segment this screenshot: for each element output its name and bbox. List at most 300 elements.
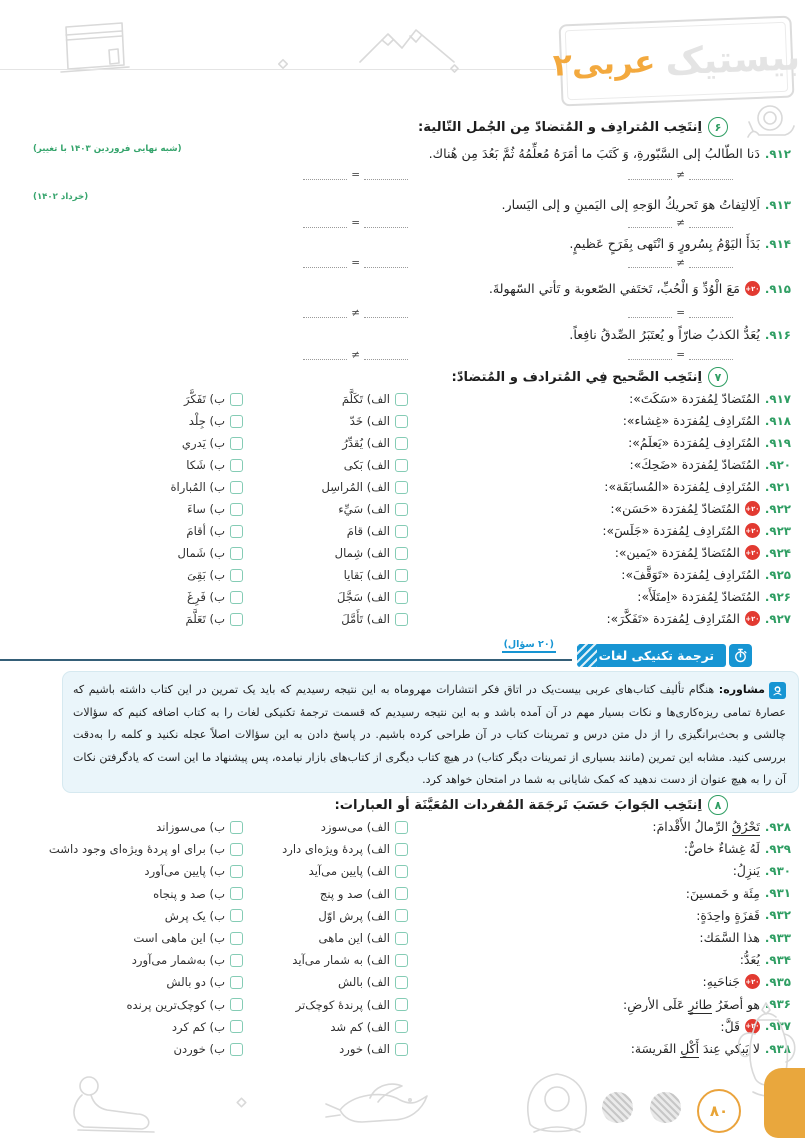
answer-option [339, 1042, 408, 1056]
answer-option [144, 864, 243, 878]
question-text-segment: لا یَبكي عِندَ [699, 1041, 760, 1056]
kaaba-sketch-icon [52, 13, 138, 75]
section-title: ترجمة تکنیکی لغات [577, 644, 726, 667]
plus20-badge: +۲۰ [745, 974, 760, 989]
answer-option [342, 436, 408, 450]
checkbox[interactable] [230, 932, 243, 945]
answer-option [347, 524, 408, 538]
answer-blank[interactable] [628, 308, 672, 318]
answer-pair-right [628, 258, 733, 268]
question-text: المُتَضادّ لِمُفرَدة «ضَحِكَ»: [629, 457, 760, 472]
option-label: الف) پایین می‌آید [308, 864, 390, 879]
answer-option [350, 414, 408, 428]
question-text: المُتَرادِف لِمُفرَدة «تَوَقَّفَ»: [621, 567, 760, 582]
q8-question-row [686, 886, 791, 901]
underlined-word: تَحْرُقُ [732, 819, 760, 834]
mountains-sketch-icon [358, 28, 468, 65]
question-text-segment: عَلَی الأرضِ: [623, 996, 689, 1012]
checkbox[interactable] [230, 865, 243, 878]
q6-sentence-row [502, 197, 791, 212]
question-text [740, 952, 760, 967]
question-number: ۹۲۵. [764, 567, 791, 582]
underlined-word: طائرٍ [688, 996, 713, 1012]
question-number: ۹۲۸. [764, 819, 791, 834]
q6-sentence-row [429, 146, 791, 161]
answer-pair-left [303, 308, 408, 318]
option-label: الف) تَأَمَّلَ [341, 612, 390, 626]
section-rule [0, 659, 572, 661]
answer-blank[interactable] [689, 350, 733, 360]
q7-title: اِنتَخِب الصَّحیح فِي المُترادف و المُتضادّ: [451, 369, 702, 385]
checkbox[interactable] [230, 1043, 243, 1056]
answer-option [344, 458, 408, 472]
answer-option [186, 524, 243, 538]
q7-number-circle: ۷ [708, 367, 728, 387]
checkbox[interactable] [230, 887, 243, 900]
question-number: ۹۲۴. [764, 545, 791, 560]
checkbox[interactable] [395, 393, 408, 406]
checkbox[interactable] [395, 821, 408, 834]
answer-blank[interactable] [364, 170, 408, 180]
diamond-icon [276, 57, 290, 71]
stopwatch-icon [729, 644, 752, 667]
answer-option [156, 820, 243, 834]
question-number: ۹۳۳. [764, 930, 791, 945]
advice-box [62, 671, 799, 793]
page-number: ۸۰ [697, 1089, 741, 1133]
checkbox[interactable] [230, 1020, 243, 1033]
decorative-circle [602, 1092, 633, 1123]
exam-source-note: (خرداد ۱۴۰۲) [33, 192, 89, 202]
plus20-badge: +۲۰ [745, 523, 760, 538]
answer-blank[interactable] [689, 218, 733, 228]
question-text-segment: یُعَدُّ: [739, 952, 760, 968]
option-label: ب) به‌شمار می‌آورد [131, 953, 225, 968]
question-text [696, 908, 760, 923]
checkbox[interactable] [230, 843, 243, 856]
option-label: الف) شِمال [334, 546, 390, 560]
answer-option [344, 568, 408, 582]
answer-blank[interactable] [303, 350, 347, 360]
q7-question-row [610, 501, 791, 516]
q8-question-row [684, 841, 791, 856]
question-count-badge: (۲۰ سؤال) [502, 639, 556, 653]
question-number: ۹۲۶. [764, 589, 791, 604]
question-number: ۹۳۵. [764, 974, 791, 989]
antonym-symbol: ≠ [676, 217, 685, 229]
question-number: ۹۳۴. [764, 952, 791, 967]
answer-pair-left [303, 170, 408, 180]
synonym-symbol: = [676, 349, 685, 361]
option-label: الف) به شمار می‌آید [292, 953, 390, 968]
question-text-segment: جَناحَیهِ: [702, 974, 740, 990]
option-label: الف) کم شد [330, 1019, 390, 1034]
checkbox[interactable] [395, 415, 408, 428]
question-number: ۹۳۸. [764, 1041, 791, 1056]
answer-blank[interactable] [303, 258, 347, 268]
answer-option [318, 909, 408, 923]
decorative-circle [650, 1092, 681, 1123]
option-label: ب) یَدري [181, 436, 225, 450]
checkbox[interactable] [395, 1020, 408, 1033]
question-number: ۹۱۸. [764, 413, 791, 428]
checkbox[interactable] [230, 547, 243, 560]
question-text-segment: الرِّمالُ الأَقْدامَ: [652, 819, 732, 834]
question-number: ۹۱۳. [764, 197, 791, 212]
checkbox[interactable] [395, 569, 408, 582]
antonym-symbol: ≠ [351, 349, 360, 361]
answer-option [173, 1042, 243, 1056]
option-label: الف) پرندۀ کوچک‌تر [295, 997, 390, 1012]
antonym-symbol: ≠ [676, 257, 685, 269]
answer-option [309, 864, 408, 878]
question-text [686, 886, 760, 901]
question-number: ۹۱۷. [764, 391, 791, 406]
question-text-segment: هذا السَّمَك: [699, 930, 760, 945]
answer-option [186, 458, 243, 472]
question-number: ۹۳۷. [764, 1019, 791, 1034]
checkbox[interactable] [230, 437, 243, 450]
checkbox[interactable] [395, 887, 408, 900]
answer-option [178, 546, 244, 560]
question-text: المُتَرادِف لِمُفرَدة «جَلَسَ»: [602, 523, 740, 538]
option-label: الف) بالش [337, 975, 390, 990]
diamond-icon [449, 63, 460, 74]
antonym-symbol: ≠ [351, 307, 360, 319]
brand-logo [552, 16, 801, 107]
plus20-badge: +۲۰ [745, 611, 760, 626]
option-label: ب) المُباراة [170, 480, 225, 494]
option-label: الف) پرش اوّل [318, 908, 390, 923]
q7-question-row [628, 435, 791, 450]
answer-option [153, 887, 243, 901]
plus20-badge: +۲۰ [745, 281, 760, 296]
question-number: ۹۲۹. [764, 841, 791, 856]
q7-question-row [637, 589, 791, 604]
answer-blank[interactable] [689, 308, 733, 318]
q8-number-circle: ۸ [708, 795, 728, 815]
q6-title: اِنتَخِب المُترادِف و المُتضادّ مِن الجُمل التّالیة: [417, 119, 702, 135]
question-text-segment: هو أصغَرُ [712, 996, 760, 1012]
checkbox[interactable] [230, 591, 243, 604]
answer-pair-left [303, 350, 408, 360]
page-edge-tab [764, 1068, 805, 1138]
checkbox[interactable] [395, 932, 408, 945]
question-text [733, 863, 760, 878]
question-text-segment: یَنزِلُ: [732, 863, 760, 879]
q7-question-row [621, 567, 791, 582]
checkbox[interactable] [395, 976, 408, 989]
option-label: ب) خوردن [173, 1042, 225, 1056]
answer-option [338, 975, 408, 989]
question-text-segment: الفَریسَة: [630, 1041, 681, 1056]
option-label: ب) دو بالش [166, 975, 225, 990]
q6-sentence-row [489, 281, 791, 296]
answer-option [187, 568, 243, 582]
option-label: ب) صد و پنجاه [153, 886, 225, 901]
synonym-symbol: = [351, 169, 360, 181]
answer-option [189, 414, 243, 428]
option-label: الف) این ماهی [318, 931, 390, 945]
answer-blank[interactable] [303, 218, 347, 228]
q7-question-row [606, 611, 791, 626]
option-label: ب) ساءَ [187, 502, 225, 516]
synonym-symbol: = [676, 307, 685, 319]
question-number: ۹۳۱. [764, 886, 791, 901]
answer-option [319, 931, 408, 945]
q7-header [452, 367, 729, 387]
dove-sketch-icon [322, 1076, 435, 1134]
option-label: ب) بَقِیَ [187, 568, 225, 582]
checkbox[interactable] [230, 459, 243, 472]
checkbox[interactable] [395, 503, 408, 516]
answer-option [126, 998, 243, 1012]
question-text: المُتَرادِف لِمُفرَدة «المُسابَقَة»: [604, 479, 760, 494]
answer-option [182, 436, 243, 450]
underlined-word: أَكْلِ [680, 1041, 700, 1056]
plus20-badge: +۲۰ [745, 545, 760, 560]
checkbox[interactable] [230, 613, 243, 626]
q8-question-row [733, 863, 791, 878]
option-label: الف) سَيِّء [338, 502, 390, 516]
checkbox[interactable] [395, 613, 408, 626]
option-label: ب) تَفَكَّرَ [183, 392, 225, 406]
checkbox[interactable] [395, 547, 408, 560]
answer-pair-left [303, 218, 408, 228]
checkbox[interactable] [395, 998, 408, 1011]
checkbox[interactable] [230, 569, 243, 582]
synonym-symbol: = [351, 217, 360, 229]
option-label: الف) قامَ [346, 524, 390, 538]
option-label: ب) کوچک‌ترین پرنده [126, 997, 225, 1012]
option-label: ب) أقامَ [186, 524, 225, 538]
q8-question-row [703, 974, 791, 989]
question-number: ۹۲۰. [764, 457, 791, 472]
answer-option [133, 931, 243, 945]
q8-header [334, 795, 728, 815]
question-text: بَدَأَ الیَوْمُ بِسُرورٍ وَ انْتَهی بِفَرَحٍ عَظیمٍ. [569, 236, 760, 251]
question-number: ۹۱۶. [764, 327, 791, 342]
answer-option [165, 909, 243, 923]
question-text-segment: لَهُ غِشاءٌ خاصٌّ: [683, 841, 760, 857]
advice-text: هنگام تألیف کتاب‌های عربی بیست‌یک در اتاق فکر انتشارات مهروماه به این نتیجه رسیدیم که باید یک تمرین در این کتاب داشته باشیم که عصارۀ تمامی ریزه‌کاری‌ها و نکات بسیار مهم در آن آمده باشد و به این نتیجه رسیدیم که قسمت ترجمۀ تکنیکی لغات را به کتاب اضافه کنیم که سؤالات چالشی و بحث‌برانگیزی را از دل متن درس و تمرینات کتاب در آن طراحی کرده باشیم. در پاسخ دادن به این سؤالات اصلاً عجله نکنید و کلمه را به‌دقت بررسی کنید. مشابه این تمرین (مانند بسیاری از تمرینات دیگر کتاب) در هیچ کتاب دیگری از کتاب‌های بازار نیامده، پس پیشنهاد ما این است که یادگرفتن نکات آن را به هیچ عنوان از دست ندهید که کمک شایانی به شما در امتحان خواهد کرد. [73, 683, 786, 787]
q6-number-circle: ۶ [708, 117, 728, 137]
checkbox[interactable] [230, 954, 243, 967]
option-label: ب) تَعَلَّمَ [185, 612, 225, 626]
option-label: الف) خَدّ [349, 414, 390, 428]
question-text: المُتَرادِف لِمُفرَدة «یَعلَمُ»: [628, 435, 760, 450]
question-text: المُتَضادّ لِمُفرَدة «یَمین»: [614, 545, 740, 560]
question-number: ۹۲۷. [764, 611, 791, 626]
option-label: الف) خورد [339, 1042, 390, 1056]
answer-option [341, 612, 408, 626]
checkbox[interactable] [230, 998, 243, 1011]
option-label: ب) یک پرش [164, 908, 225, 923]
option-label: ب) شَكا [186, 458, 225, 472]
q7-question-row [604, 479, 791, 494]
option-label: ب) شَمال [177, 546, 225, 560]
option-label: الف) پردۀ ویژه‌ای دارد [282, 842, 390, 857]
checkbox[interactable] [395, 459, 408, 472]
answer-blank[interactable] [628, 258, 672, 268]
question-text: یُعَدُّ الكذبُ ضارّاً و یُعتَبَرُ الصِّدقُ نافِعاً. [569, 327, 760, 342]
answer-option [172, 1020, 243, 1034]
antonym-symbol: ≠ [676, 169, 685, 181]
answer-option [170, 480, 243, 494]
brand-name: بیستیک [664, 34, 801, 83]
question-number: ۹۱۹. [764, 435, 791, 450]
checkbox[interactable] [395, 437, 408, 450]
answer-option [166, 975, 243, 989]
woman-hijab-sketch-icon [510, 1068, 606, 1138]
question-number: ۹۱۲. [764, 146, 791, 161]
answer-pair-right [628, 308, 733, 318]
checkbox[interactable] [395, 525, 408, 538]
q6-sentence-row [569, 327, 791, 342]
answer-blank[interactable] [364, 218, 408, 228]
answer-blank[interactable] [628, 170, 672, 180]
q8-title: اِنتَخِب الجَوابَ حَسَبَ تَرجَمَة المُفردات المُعَیَّنَة أو العبارات: [334, 797, 702, 813]
answer-option [321, 480, 408, 494]
question-number: ۹۳۶. [764, 997, 791, 1012]
answer-blank[interactable] [364, 308, 408, 318]
answer-option [330, 1020, 408, 1034]
synonym-symbol: = [351, 257, 360, 269]
option-label: ب) این ماهی است [133, 931, 225, 945]
answer-pair-right [628, 218, 733, 228]
checkbox[interactable] [395, 843, 408, 856]
answer-option [132, 953, 243, 967]
option-label: ب) پایین می‌آورد [144, 864, 225, 879]
answer-option [292, 953, 408, 967]
answer-option [296, 998, 408, 1012]
answer-option [338, 502, 408, 516]
question-text [652, 819, 759, 834]
snail-sketch-icon [740, 96, 797, 143]
q7-question-row [629, 391, 791, 406]
option-label: الف) سَجَّلَ [337, 590, 390, 604]
answer-blank[interactable] [628, 218, 672, 228]
checkbox[interactable] [230, 393, 243, 406]
answer-option [184, 392, 243, 406]
answer-pair-right [628, 350, 733, 360]
question-text: المُتَرادِف لِمُفرَدة «تَفَكَّرَ»: [606, 611, 740, 626]
question-number: ۹۳۰. [764, 863, 791, 878]
answer-blank[interactable] [303, 308, 347, 318]
question-number: ۹۱۵. [764, 281, 791, 296]
option-label: ب) جِلْد [188, 414, 225, 428]
answer-blank[interactable] [364, 258, 408, 268]
answer-blank[interactable] [303, 170, 347, 180]
plus20-badge: +۲۰ [745, 1019, 760, 1034]
option-label: ب) برای او پردۀ ویژه‌ای وجود داشت [48, 842, 225, 857]
brand-subject: عربی۲ [552, 43, 657, 84]
q8-question-row [699, 930, 791, 945]
answer-option [335, 546, 408, 560]
question-number: ۹۲۲. [764, 501, 791, 516]
checkbox[interactable] [395, 865, 408, 878]
checkbox[interactable] [395, 954, 408, 967]
checkbox[interactable] [230, 481, 243, 494]
option-label: الف) بَكی [343, 458, 390, 472]
question-text: المُتَرادِف لِمُفرَدة «غِشاء»: [622, 413, 760, 428]
q7-question-row [615, 545, 791, 560]
option-label: الف) می‌سوزد [320, 820, 390, 834]
q8-question-row [652, 819, 791, 834]
checkbox[interactable] [230, 415, 243, 428]
question-text-segment: مِئَة و خَمسینَ: [685, 885, 760, 901]
question-text-segment: قَلَّ: [720, 1018, 740, 1034]
checkbox[interactable] [395, 909, 408, 922]
question-number: ۹۱۴. [764, 236, 791, 251]
question-text: مَعَ الْوُدِّ وَ الْحُبِّ، تَختَفي الصّعوبة و تَأتي السّهولةَ. [488, 281, 740, 296]
checkbox[interactable] [395, 481, 408, 494]
answer-option [320, 887, 408, 901]
advice-label: مشاوره: [718, 683, 765, 696]
option-label: ب) می‌سوزاند [156, 820, 225, 834]
praying-person-sketch-icon [62, 1070, 168, 1136]
q7-question-row [623, 413, 791, 428]
plus20-badge: +۲۰ [745, 501, 760, 516]
checkbox[interactable] [230, 525, 243, 538]
question-number: ۹۳۲. [764, 908, 791, 923]
answer-pair-right [628, 170, 733, 180]
checkbox[interactable] [395, 1043, 408, 1056]
option-label: الف) المُراسِل [321, 480, 390, 494]
question-text: اَلِالتِفاتُ هوَ تَحریكُ الوَجهِ إلی الیَمینِ و إلی الیَسار. [501, 197, 760, 212]
q8-question-row [740, 952, 791, 967]
checkbox[interactable] [230, 503, 243, 516]
checkbox[interactable] [230, 909, 243, 922]
counselor-icon [769, 682, 786, 699]
answer-option [321, 820, 408, 834]
question-text: المُتَضادّ لِمُفرَدة «اِمتَلَأَ»: [637, 589, 760, 604]
option-label: الف) تَكَلَّمَ [341, 392, 390, 406]
answer-option [187, 502, 243, 516]
answer-blank[interactable] [628, 350, 672, 360]
answer-option [186, 612, 244, 626]
question-number: ۹۲۱. [764, 479, 791, 494]
q6-header [418, 117, 728, 137]
diamond-icon [235, 1096, 248, 1109]
option-label: ب) فَرِغَ [187, 590, 225, 604]
q8-question-row [696, 908, 791, 923]
answer-option [282, 842, 408, 856]
question-text: المُتَضادّ لِمُفرَدة «سَكَتَ»: [629, 391, 760, 406]
question-text: دَنا الطّالبُ إلی السَّبّورةِ، وَ كَتَبَ ما أمَرَهُ مُعلِّمُهُ ثُمَّ بَعُدَ مِن هُناك. [428, 146, 760, 161]
answer-blank[interactable] [689, 258, 733, 268]
checkbox[interactable] [230, 976, 243, 989]
question-number: ۹۲۳. [764, 523, 791, 538]
answer-blank[interactable] [689, 170, 733, 180]
q7-question-row [630, 457, 791, 472]
question-text [699, 930, 759, 945]
answer-option [337, 590, 408, 604]
exam-source-note: (شبه نهایی فروردین ۱۴۰۳ با تغییر) [33, 144, 182, 154]
question-text-segment: قَفزَةٍ واحِدَةٍ: [696, 907, 760, 923]
checkbox[interactable] [230, 821, 243, 834]
answer-blank[interactable] [364, 350, 408, 360]
option-label: الف) بَقایا [343, 568, 390, 582]
checkbox[interactable] [395, 591, 408, 604]
q6-sentence-row [569, 236, 791, 251]
question-text: المُتَضادّ لِمُفرَدة «حَسَن»: [610, 501, 740, 516]
option-label: ب) کم کرد [171, 1019, 225, 1034]
question-text [703, 974, 740, 989]
question-text [684, 841, 760, 856]
option-label: الف) یُقدِّرُ [342, 436, 390, 450]
q7-question-row [602, 523, 791, 538]
